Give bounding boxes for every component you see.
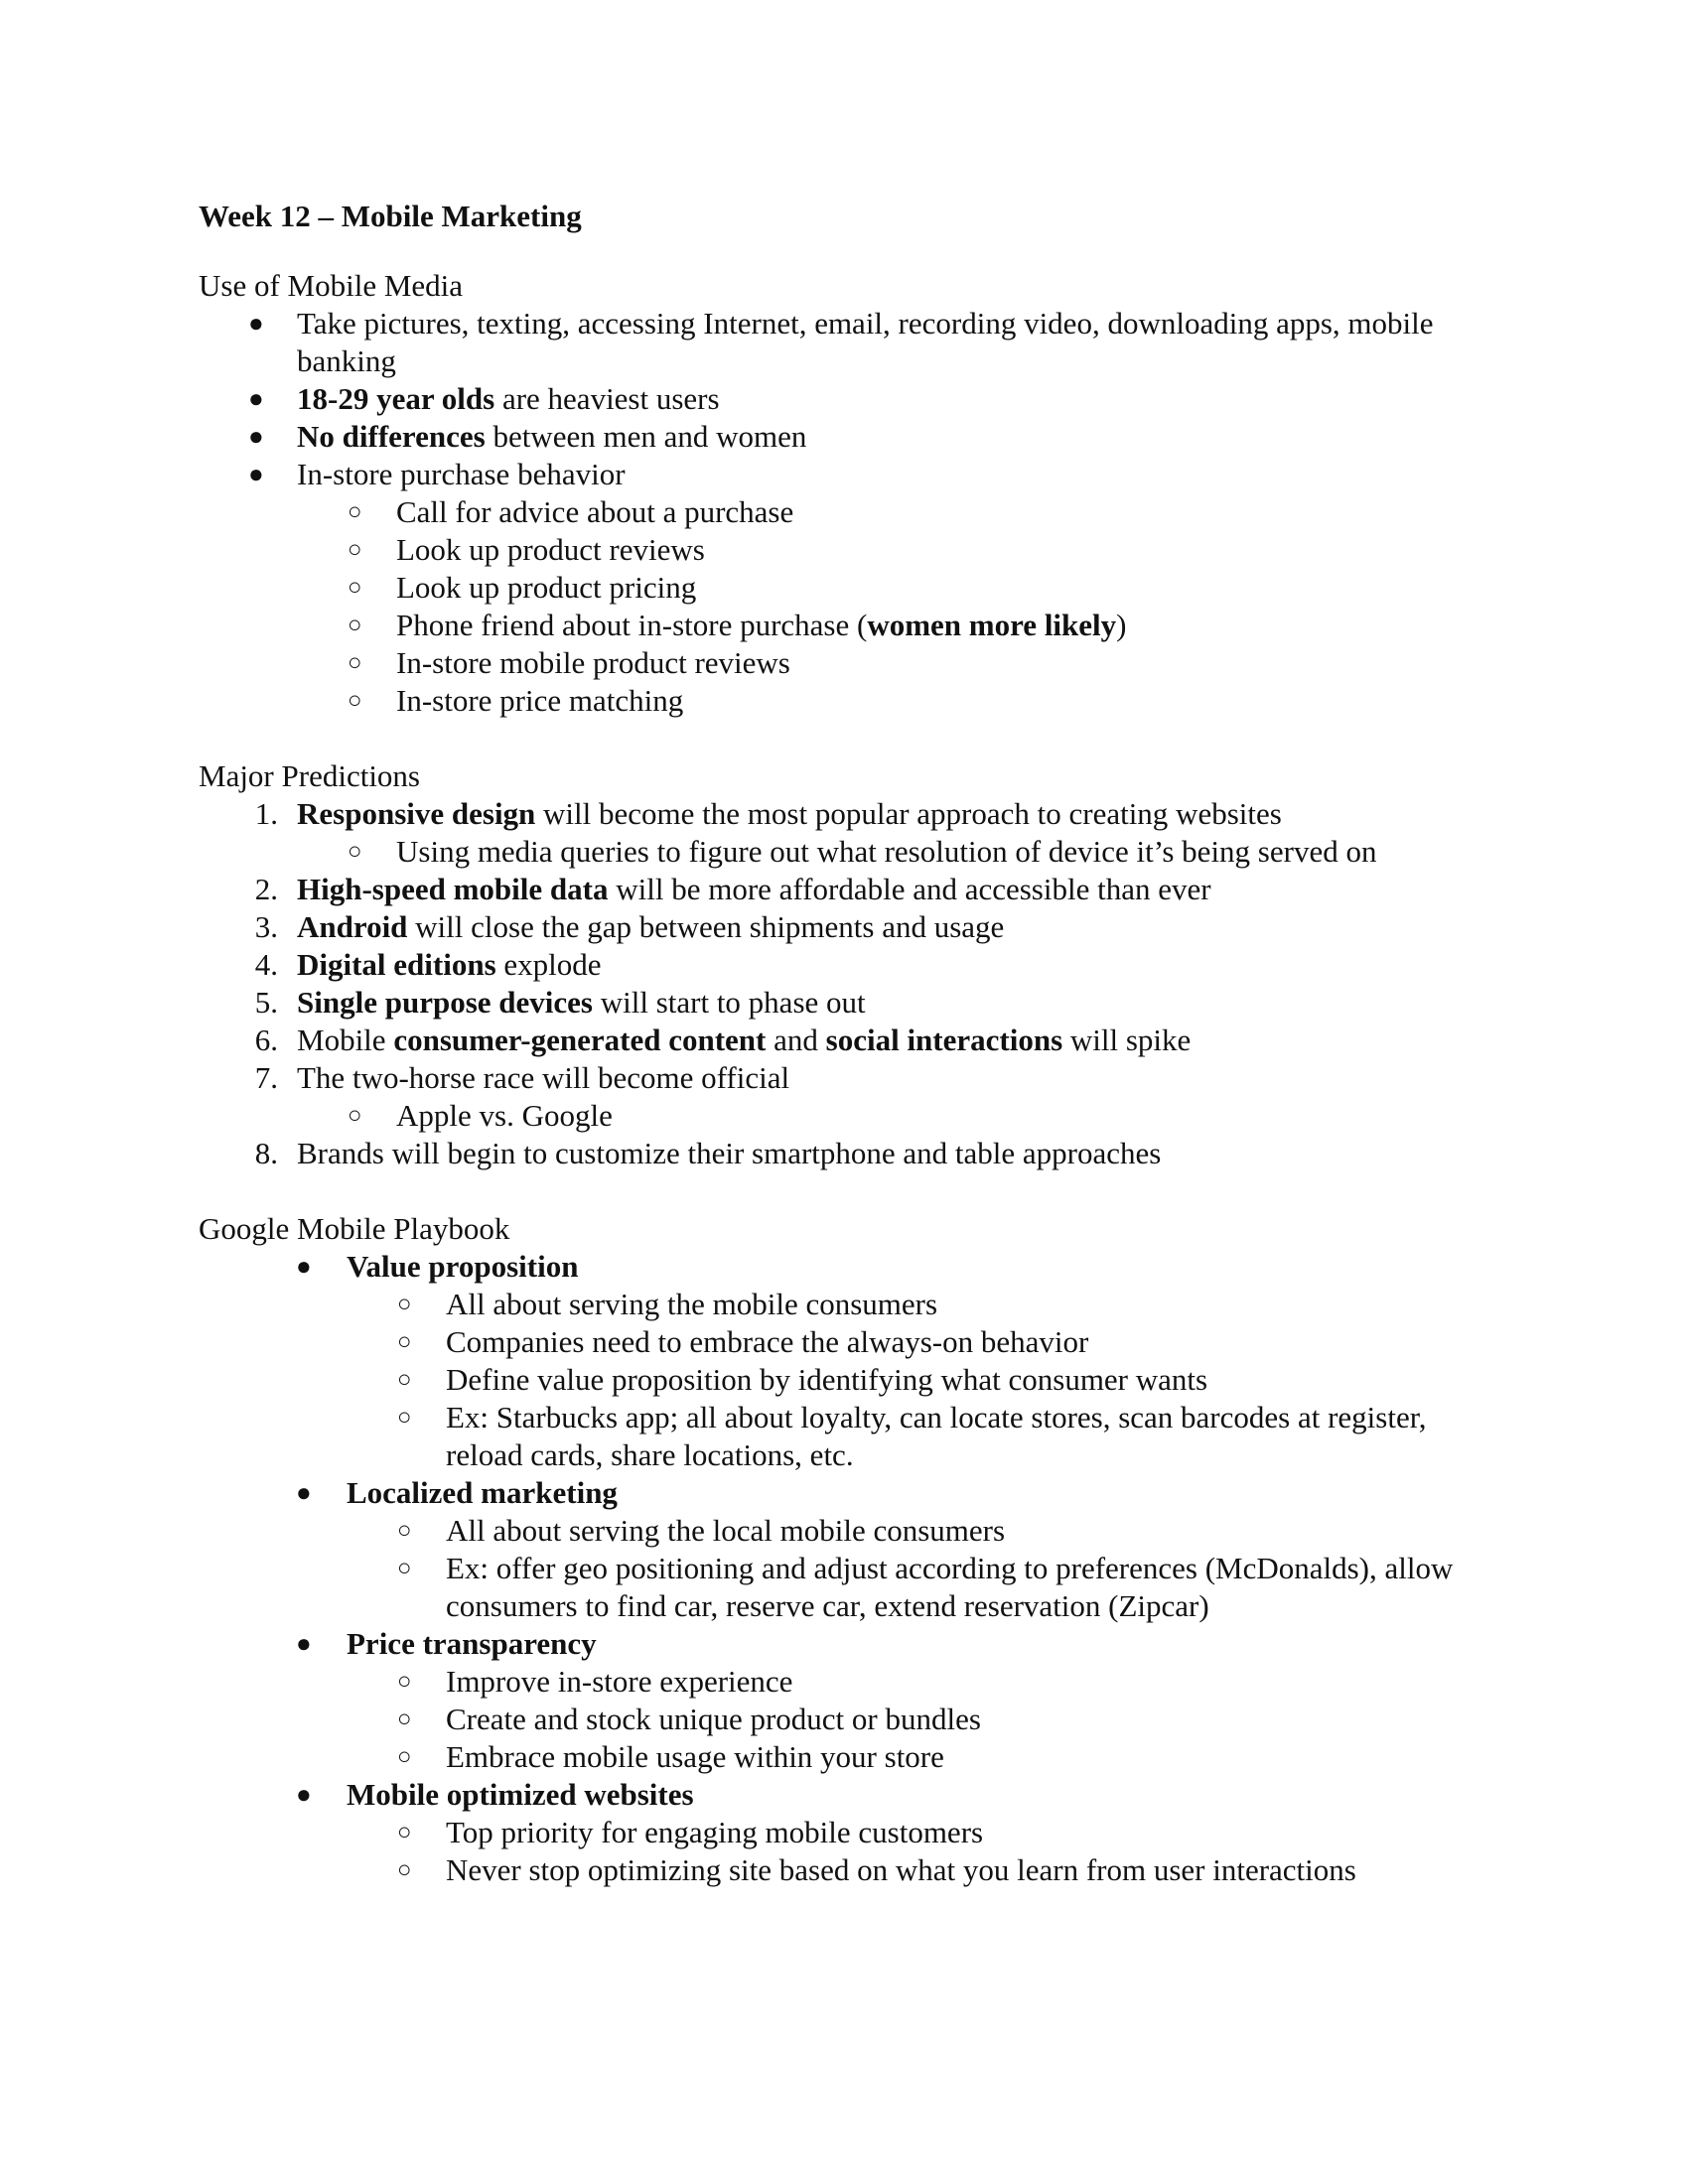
bullet-icon: ●	[296, 1780, 312, 1809]
circle-bullet-icon: ○	[397, 1744, 412, 1770]
circle-bullet-icon: ○	[348, 537, 362, 563]
list-item: 4. Digital editions explode	[199, 946, 1509, 984]
sub-list-item: ○ All about serving the mobile consumers	[397, 1287, 938, 1321]
list-number: 2.	[254, 872, 278, 906]
circle-bullet-icon: ○	[397, 1518, 412, 1544]
sub-list-item: ○ Ex: offer geo positioning and adjust according to preferences (McDonalds), allow consumers to find car, reserve car, extend reservation (Zipcar)	[397, 1551, 1454, 1623]
list-item: 2. High-speed mobile data will be more affordable and accessible than ever	[199, 871, 1509, 908]
sub-list-item: ○ Top priority for engaging mobile customers	[397, 1815, 984, 1849]
bullet-icon: ●	[296, 1478, 312, 1507]
list-number: 7.	[254, 1060, 278, 1095]
sub-list-item: ○ Look up product pricing	[348, 570, 697, 605]
circle-bullet-icon: ○	[397, 1329, 412, 1355]
list-item: 7. The two-horse race will become official	[199, 1059, 1509, 1097]
major-predictions-list	[199, 795, 1509, 1172]
list-item: 8. Brands will begin to customize their smartphone and table approaches	[199, 1135, 1509, 1172]
sub-list-item: ○ Phone friend about in-store purchase (women more likely)	[348, 608, 1127, 642]
list-item: ● Localized marketing	[296, 1475, 618, 1510]
circle-bullet-icon: ○	[348, 1103, 362, 1129]
sub-list-item: ○ Define value proposition by identifying what consumer wants	[397, 1362, 1208, 1397]
sub-list-item: ○ Never stop optimizing site based on what you learn from user interactions	[397, 1852, 1356, 1887]
bullet-icon: ●	[248, 309, 264, 338]
sub-list-item: ○ Look up product reviews	[348, 532, 705, 567]
circle-bullet-icon: ○	[397, 1367, 412, 1393]
list-item: ● Take pictures, texting, accessing Internet, email, recording video, downloading apps, mobile banking	[248, 306, 1434, 378]
circle-bullet-icon: ○	[397, 1706, 412, 1732]
list-number: 4.	[254, 947, 278, 982]
circle-bullet-icon: ○	[348, 839, 362, 865]
bullet-icon: ●	[248, 460, 264, 488]
list-item: 5. Single purpose devices will start to phase out	[199, 984, 1509, 1022]
list-item: ● Mobile optimized websites	[296, 1777, 694, 1812]
sub-list-item: ○ In-store mobile product reviews	[348, 645, 790, 680]
list-number: 6.	[254, 1023, 278, 1057]
sub-list-item: ○ Ex: Starbucks app; all about loyalty, can locate stores, scan barcodes at register, reload cards, share locations, etc.	[397, 1400, 1427, 1472]
list-item: ● No differences between men and women	[248, 419, 807, 454]
document-page	[199, 198, 1509, 1889]
section-heading-major-predictions: Major Predictions	[199, 758, 420, 793]
google-mobile-playbook-list	[199, 1248, 1509, 1889]
bullet-icon: ●	[248, 422, 264, 451]
circle-bullet-icon: ○	[348, 613, 362, 638]
list-item: ● Value proposition	[296, 1249, 579, 1284]
circle-bullet-icon: ○	[397, 1405, 412, 1431]
list-item: ● Price transparency	[296, 1626, 597, 1661]
bullet-icon: ●	[296, 1629, 312, 1658]
circle-bullet-icon: ○	[397, 1820, 412, 1845]
list-number: 5.	[254, 985, 278, 1020]
sub-list-item: ○ Create and stock unique product or bundles	[397, 1702, 981, 1736]
list-item: 3. Android will close the gap between shipments and usage	[199, 908, 1509, 946]
section-heading-use-of-mobile-media: Use of Mobile Media	[199, 268, 464, 303]
circle-bullet-icon: ○	[397, 1556, 412, 1581]
section-heading-google-mobile-playbook: Google Mobile Playbook	[199, 1211, 510, 1246]
list-item: 1. Responsive design will become the most popular approach to creating websites	[199, 795, 1509, 833]
list-number: 3.	[254, 909, 278, 944]
circle-bullet-icon: ○	[397, 1292, 412, 1317]
sub-list-item: ○ Companies need to embrace the always-on behavior	[397, 1324, 1089, 1359]
sub-list-item: ○ Using media queries to figure out what resolution of device it’s being served on	[348, 834, 1377, 869]
list-item: ● 18-29 year olds are heaviest users	[248, 381, 720, 416]
list-number: 1.	[254, 796, 278, 831]
sub-list-item: ○ All about serving the local mobile consumers	[397, 1513, 1006, 1548]
circle-bullet-icon: ○	[397, 1857, 412, 1883]
document-title: Week 12 – Mobile Marketing	[199, 199, 582, 233]
circle-bullet-icon: ○	[348, 499, 362, 525]
sub-list-item: ○ Improve in-store experience	[397, 1664, 793, 1699]
bullet-icon: ●	[248, 384, 264, 413]
list-item: ● In-store purchase behavior	[248, 457, 626, 491]
circle-bullet-icon: ○	[397, 1669, 412, 1695]
bullet-icon: ●	[296, 1252, 312, 1281]
circle-bullet-icon: ○	[348, 575, 362, 601]
circle-bullet-icon: ○	[348, 688, 362, 714]
sub-list-item: ○ Call for advice about a purchase	[348, 494, 794, 529]
sub-list-item: ○ Embrace mobile usage within your store	[397, 1739, 944, 1774]
circle-bullet-icon: ○	[348, 650, 362, 676]
sub-list-item: ○ Apple vs. Google	[348, 1098, 613, 1133]
use-of-mobile-media-list	[199, 305, 1509, 720]
sub-list-item: ○ In-store price matching	[348, 683, 684, 718]
list-number: 8.	[254, 1136, 278, 1170]
list-item: 6. Mobile consumer-generated content and social interactions will spike	[199, 1022, 1509, 1059]
